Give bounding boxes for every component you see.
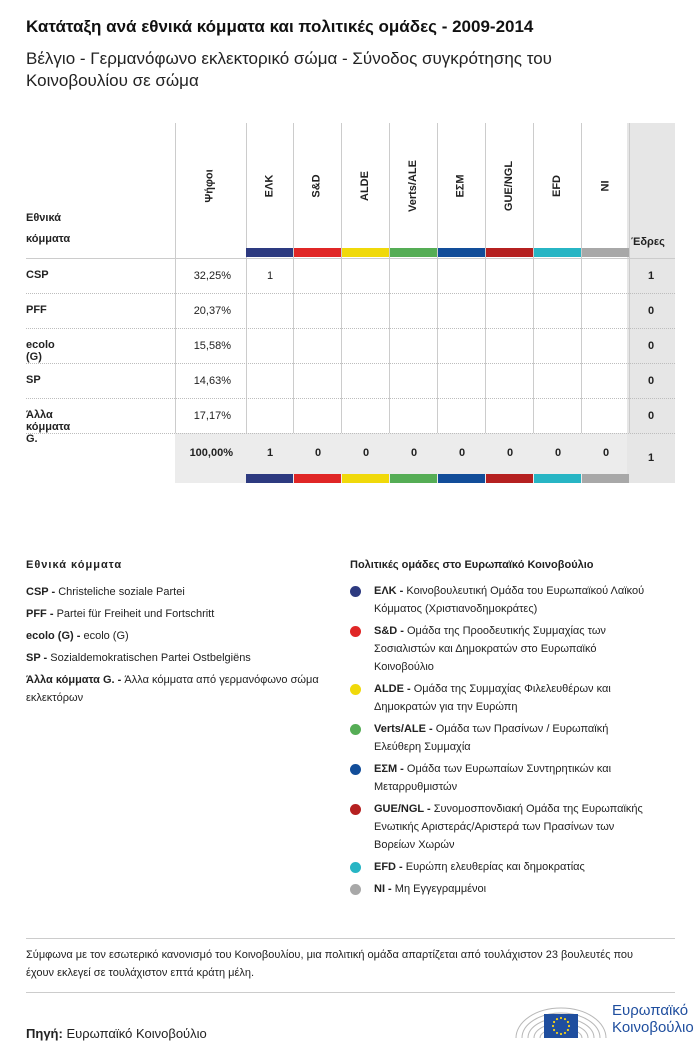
table-row-seats: 0 bbox=[647, 339, 655, 352]
group-color-bar bbox=[438, 474, 485, 483]
table-row-party: Άλλα κόμματα G. bbox=[26, 409, 71, 445]
total-group-seats: 0 bbox=[602, 446, 610, 459]
table-row-group-seats bbox=[438, 328, 486, 363]
political-group-text bbox=[374, 622, 649, 676]
national-party-name: Christeliche soziale Partei bbox=[58, 586, 185, 598]
total-group-seats: 0 bbox=[506, 446, 514, 459]
group-column-header bbox=[438, 123, 484, 248]
source-label: Πηγή: bbox=[26, 1026, 63, 1041]
political-group-abbr: S&D - bbox=[374, 625, 407, 637]
divider bbox=[26, 992, 675, 993]
political-groups-title: Πολιτικές ομάδες στο Ευρωπαϊκό Κοινοβούλιο bbox=[350, 559, 594, 571]
group-header-label: EFD bbox=[551, 174, 563, 197]
group-column-header bbox=[246, 123, 292, 248]
political-group-abbr: ALDE - bbox=[374, 683, 414, 695]
table-row-group-seats bbox=[582, 258, 630, 293]
national-party-abbr: CSP - bbox=[26, 586, 59, 598]
group-color-dot bbox=[350, 884, 361, 895]
political-group-abbr: GUE/NGL - bbox=[374, 803, 434, 815]
group-column-header bbox=[390, 123, 436, 248]
table-row-group-seats bbox=[294, 363, 342, 398]
group-column-header bbox=[486, 123, 532, 248]
table-row-group-seats bbox=[438, 258, 486, 293]
table-row-votes: 20,37% bbox=[193, 304, 231, 317]
national-party-name: ecolo (G) bbox=[83, 630, 129, 642]
table-row-group-seats bbox=[342, 258, 390, 293]
table-row-party: CSP bbox=[26, 269, 49, 281]
national-party-item bbox=[26, 605, 326, 623]
group-header-label: ΕΣΜ bbox=[454, 173, 467, 198]
political-group-name: Ομάδα της Συμμαχίας Φιλελευθέρων και Δημοκρατών για την Ευρώπη bbox=[374, 683, 611, 713]
table-row-group-seats bbox=[342, 328, 390, 363]
table-row-seats: 0 bbox=[647, 374, 655, 387]
table-row-group-seats: 1 bbox=[266, 269, 274, 282]
group-color-dot bbox=[350, 586, 361, 597]
total-seats: 1 bbox=[647, 452, 655, 464]
political-group-abbr: ΕΣΜ - bbox=[374, 763, 407, 775]
table-row-group-seats bbox=[486, 363, 534, 398]
group-column-header bbox=[342, 123, 388, 248]
political-group-name: Ομάδα των Ευρωπαίων Συντηρητικών και Μεταρρυθμιστών bbox=[374, 763, 612, 793]
table-row-group-seats bbox=[534, 398, 582, 433]
table-row-group-seats bbox=[246, 328, 294, 363]
political-group-text bbox=[374, 760, 649, 796]
divider bbox=[26, 938, 675, 939]
group-color-bar bbox=[534, 474, 581, 483]
table-row-party: SP bbox=[26, 374, 41, 386]
votes-header-label: Ψήφοι bbox=[203, 168, 216, 203]
table-row-votes: 17,17% bbox=[193, 409, 231, 422]
table-row-group-seats bbox=[486, 258, 534, 293]
national-party-name: Partei für Freiheit und Fortschritt bbox=[56, 608, 215, 620]
group-color-dot bbox=[350, 724, 361, 735]
political-group-name: Ομάδα της Προοδευτικής Συμμαχίας των Σοσιαλιστών και Δημοκρατών στο Ευρωπαϊκό Κοινοβούλιο bbox=[374, 625, 606, 673]
political-group-text bbox=[374, 582, 649, 618]
group-header-label: GUE/NGL bbox=[503, 160, 515, 211]
political-group-text bbox=[374, 858, 649, 876]
total-group-seats: 0 bbox=[410, 446, 418, 459]
table-row-group-seats bbox=[294, 398, 342, 433]
table-row-seats: 0 bbox=[647, 304, 655, 317]
group-color-bar bbox=[390, 474, 437, 483]
table-row-group-seats bbox=[438, 363, 486, 398]
group-color-bar bbox=[342, 474, 389, 483]
table-row-group-seats bbox=[390, 293, 438, 328]
logo-line-2: Κοινοβούλιο bbox=[612, 1019, 694, 1036]
page-subtitle: Βέλγιο - Γερμανόφωνο εκλεκτορικό σώμα - Σύνοδος συγκρότησης του Κοινοβουλίου σε σώμα bbox=[26, 49, 552, 90]
table-row-seats: 0 bbox=[647, 409, 655, 422]
table-row-group-seats bbox=[342, 398, 390, 433]
group-color-dot bbox=[350, 626, 361, 637]
table-row-group-seats bbox=[438, 398, 486, 433]
table-row-group-seats bbox=[582, 398, 630, 433]
group-color-bar bbox=[486, 474, 533, 483]
group-color-bar bbox=[294, 474, 341, 483]
group-header-label: ΕΛΚ bbox=[263, 174, 275, 197]
total-group-seats: 0 bbox=[554, 446, 562, 459]
votes-column-header bbox=[187, 123, 233, 248]
group-column-header bbox=[582, 123, 628, 248]
european-parliament-logo bbox=[514, 1000, 694, 1040]
national-party-item bbox=[26, 671, 326, 707]
table-row-group-seats bbox=[246, 398, 294, 433]
group-color-dot bbox=[350, 804, 361, 815]
table-row-group-seats bbox=[534, 293, 582, 328]
table-row-group-seats bbox=[342, 363, 390, 398]
political-group-text bbox=[374, 720, 649, 756]
total-votes: 100,00% bbox=[189, 446, 233, 459]
political-group-text bbox=[374, 680, 649, 716]
political-group-abbr: NI - bbox=[374, 883, 395, 895]
logo-line-1: Ευρωπαϊκό bbox=[612, 1002, 689, 1019]
total-group-seats: 0 bbox=[458, 446, 466, 459]
group-color-bar bbox=[246, 248, 293, 257]
group-color-bar bbox=[582, 474, 629, 483]
group-color-dot bbox=[350, 862, 361, 873]
table-row-group-seats bbox=[246, 363, 294, 398]
table-row-party: PFF bbox=[26, 304, 47, 316]
group-header-label: ALDE bbox=[358, 170, 371, 201]
group-color-bar bbox=[294, 248, 341, 257]
political-group-abbr: Verts/ALE - bbox=[374, 723, 436, 735]
parliament-emblem-icon bbox=[514, 1000, 609, 1040]
political-group-abbr: ΕΛΚ - bbox=[374, 585, 407, 597]
national-party-abbr: ecolo (G) - bbox=[26, 630, 84, 642]
table-row-seats: 1 bbox=[647, 269, 655, 282]
political-group-name: Κοινοβουλευτική Ομάδα του Ευρωπαϊκού Λαϊκού Κόμματος (Χριστιανοδημοκράτες) bbox=[374, 585, 645, 615]
table-row-group-seats bbox=[534, 328, 582, 363]
political-group-name: Μη Εγγεγραμμένοι bbox=[394, 883, 487, 895]
national-party-name: Sozialdemokratischen Partei Ostbelgiëns bbox=[50, 652, 251, 664]
total-group-seats: 0 bbox=[362, 446, 370, 459]
national-parties-title: Εθνικά κόμματα bbox=[26, 559, 123, 571]
table-row-group-seats bbox=[582, 328, 630, 363]
political-group-name: Συνομοσπονδιακή Ομάδα της Ευρωπαϊκής Ενωτικής Αριστεράς/Αριστερά των Πρασίνων των Βορείων Χωρών bbox=[374, 803, 643, 851]
group-header-label: Verts/ALE bbox=[407, 159, 419, 212]
group-color-dot bbox=[350, 684, 361, 695]
seats-column-header: Έδρες bbox=[631, 236, 665, 248]
total-group-seats: 1 bbox=[266, 446, 274, 459]
table-row-group-seats bbox=[534, 258, 582, 293]
page-title: Κατάταξη ανά εθνικά κόμματα και πολιτικές ομάδες - 2009-2014 bbox=[26, 17, 534, 36]
group-color-bar bbox=[438, 248, 485, 257]
table-row-group-seats bbox=[486, 398, 534, 433]
group-column-header bbox=[294, 123, 340, 248]
table-row-votes: 15,58% bbox=[193, 339, 231, 352]
national-party-name: Άλλα κόμματα από γερμανόφωνο σώμα εκλεκτόρων bbox=[26, 674, 319, 704]
national-party-abbr: Άλλα κόμματα G. - bbox=[26, 674, 125, 686]
political-group-name: Ευρώπη ελευθερίας και δημοκρατίας bbox=[405, 861, 585, 873]
table-row-group-seats bbox=[390, 258, 438, 293]
footnote: Σύμφωνα με τον εσωτερικό κανονισμό του Κοινοβουλίου, μια πολιτική ομάδα απαρτίζεται από τουλάχιστον 23 βουλευτές που έχουν εκλεγεί σε τουλάχιστον επτά κράτη μέλη. bbox=[26, 949, 634, 979]
group-column-header bbox=[534, 123, 580, 248]
national-party-item bbox=[26, 649, 326, 667]
table-row-group-seats bbox=[534, 363, 582, 398]
table-row-group-seats bbox=[486, 328, 534, 363]
group-color-bar bbox=[390, 248, 437, 257]
table-row-group-seats bbox=[294, 258, 342, 293]
source-line bbox=[26, 1026, 207, 1041]
table-row-group-seats bbox=[294, 293, 342, 328]
table-row-group-seats bbox=[390, 398, 438, 433]
political-group-text bbox=[374, 800, 649, 854]
table-row-votes: 14,63% bbox=[193, 374, 231, 387]
group-color-bar bbox=[582, 248, 629, 257]
group-color-bar bbox=[486, 248, 533, 257]
political-group-text bbox=[374, 880, 649, 898]
table-row-party: ecolo (G) bbox=[26, 339, 55, 363]
national-party-item bbox=[26, 583, 326, 601]
group-header-label: NI bbox=[599, 180, 611, 191]
table-row-group-seats bbox=[246, 293, 294, 328]
group-color-bar bbox=[246, 474, 293, 483]
table-row-group-seats bbox=[390, 363, 438, 398]
table-row-group-seats bbox=[438, 293, 486, 328]
national-party-abbr: PFF - bbox=[26, 608, 57, 620]
table-row-group-seats bbox=[342, 293, 390, 328]
logo-text bbox=[612, 1002, 694, 1036]
national-party-item bbox=[26, 627, 326, 645]
table-row-group-seats bbox=[582, 363, 630, 398]
political-group-abbr: EFD - bbox=[374, 861, 406, 873]
source-value: Ευρωπαϊκό Κοινοβούλιο bbox=[66, 1026, 207, 1041]
table-row-group-seats bbox=[390, 328, 438, 363]
group-color-bar bbox=[342, 248, 389, 257]
political-group-name: Ομάδα των Πρασίνων / Ευρωπαϊκή Ελεύθερη Συμμαχία bbox=[374, 723, 609, 753]
national-party-abbr: SP - bbox=[26, 652, 51, 664]
table-row-votes: 32,25% bbox=[193, 269, 231, 282]
table-row-group-seats bbox=[294, 328, 342, 363]
group-color-dot bbox=[350, 764, 361, 775]
table-row-group-seats bbox=[582, 293, 630, 328]
table-row-group-seats bbox=[486, 293, 534, 328]
total-group-seats: 0 bbox=[314, 446, 322, 459]
party-column-header: Εθνικά κόμματα bbox=[26, 212, 71, 245]
group-color-bar bbox=[534, 248, 581, 257]
group-header-label: S&D bbox=[310, 173, 323, 198]
